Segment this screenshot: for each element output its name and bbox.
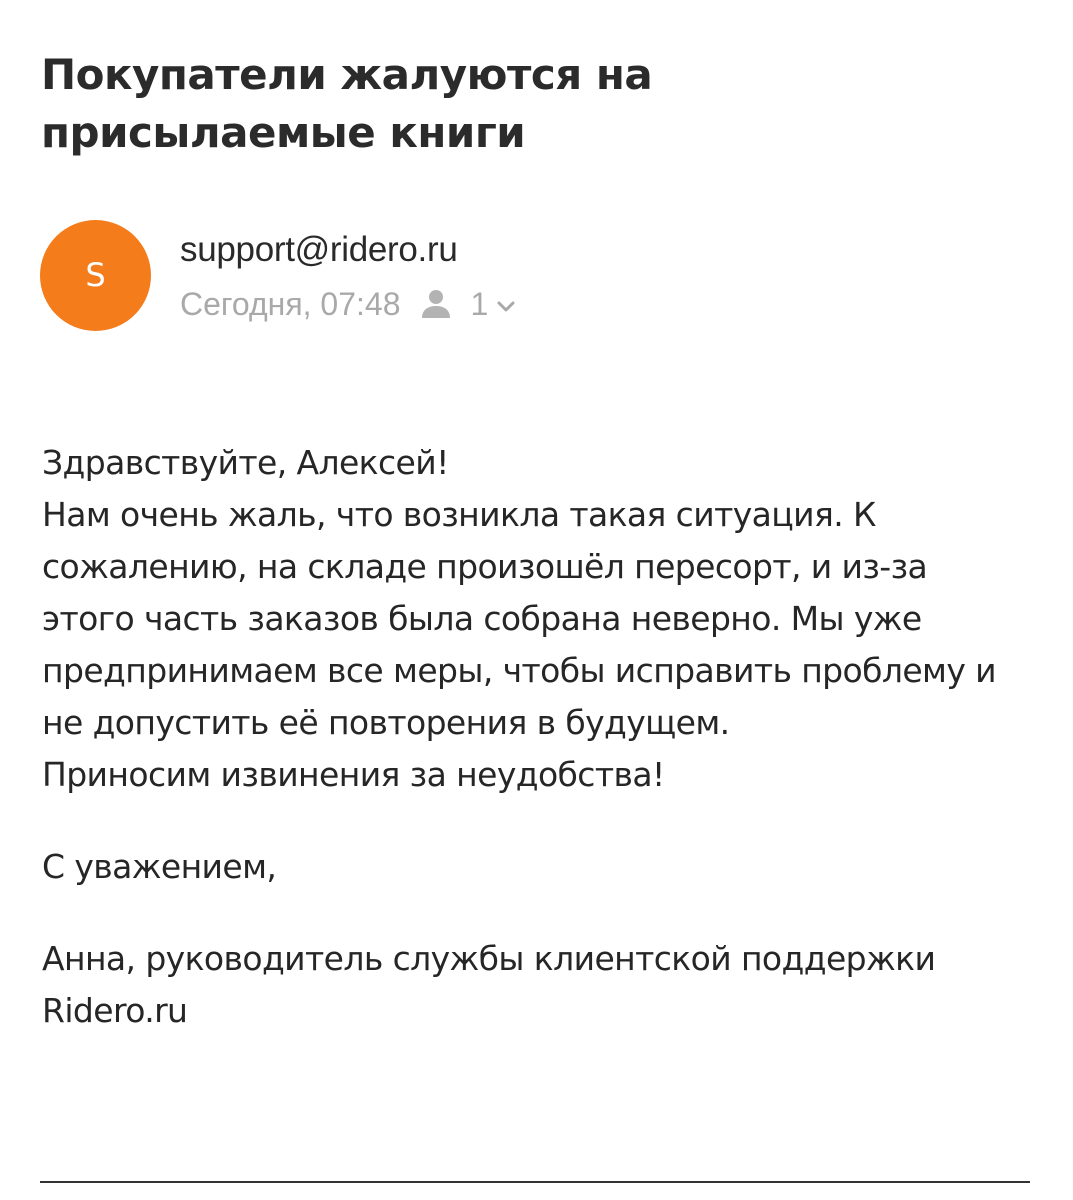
divider bbox=[40, 1181, 1030, 1183]
closing-text: С уважением, bbox=[42, 847, 277, 886]
email-body bbox=[42, 437, 1027, 1037]
person-icon bbox=[419, 287, 453, 321]
recipients-count: 1 bbox=[470, 285, 489, 322]
sender-address[interactable]: support@ridero.ru bbox=[180, 230, 458, 269]
message-date: Сегодня, 07:48 bbox=[180, 285, 401, 322]
message-meta[interactable] bbox=[180, 282, 516, 326]
email-subject: Покупатели жалуются на присылаемые книги bbox=[41, 50, 653, 157]
signature-site: Ridero.ru bbox=[42, 991, 188, 1030]
apology-text: Приносим извинения за неудобства! bbox=[42, 755, 665, 794]
greeting-text: Здравствуйте, Алексей! bbox=[42, 443, 449, 482]
message-paragraph: Нам очень жаль, что возникла такая ситуация. К сожалению, на складе произошёл пересорт, и из-за этого часть заказов была собрана неверно. Мы уже предпринимаем все меры, чтобы исправить проблему и не допустить её повторения в будущем. bbox=[42, 495, 997, 742]
chevron-down-icon[interactable] bbox=[496, 300, 516, 314]
signature-name: Анна, руководитель службы клиентской поддержки bbox=[42, 939, 936, 978]
sender-avatar[interactable]: S bbox=[40, 220, 151, 331]
